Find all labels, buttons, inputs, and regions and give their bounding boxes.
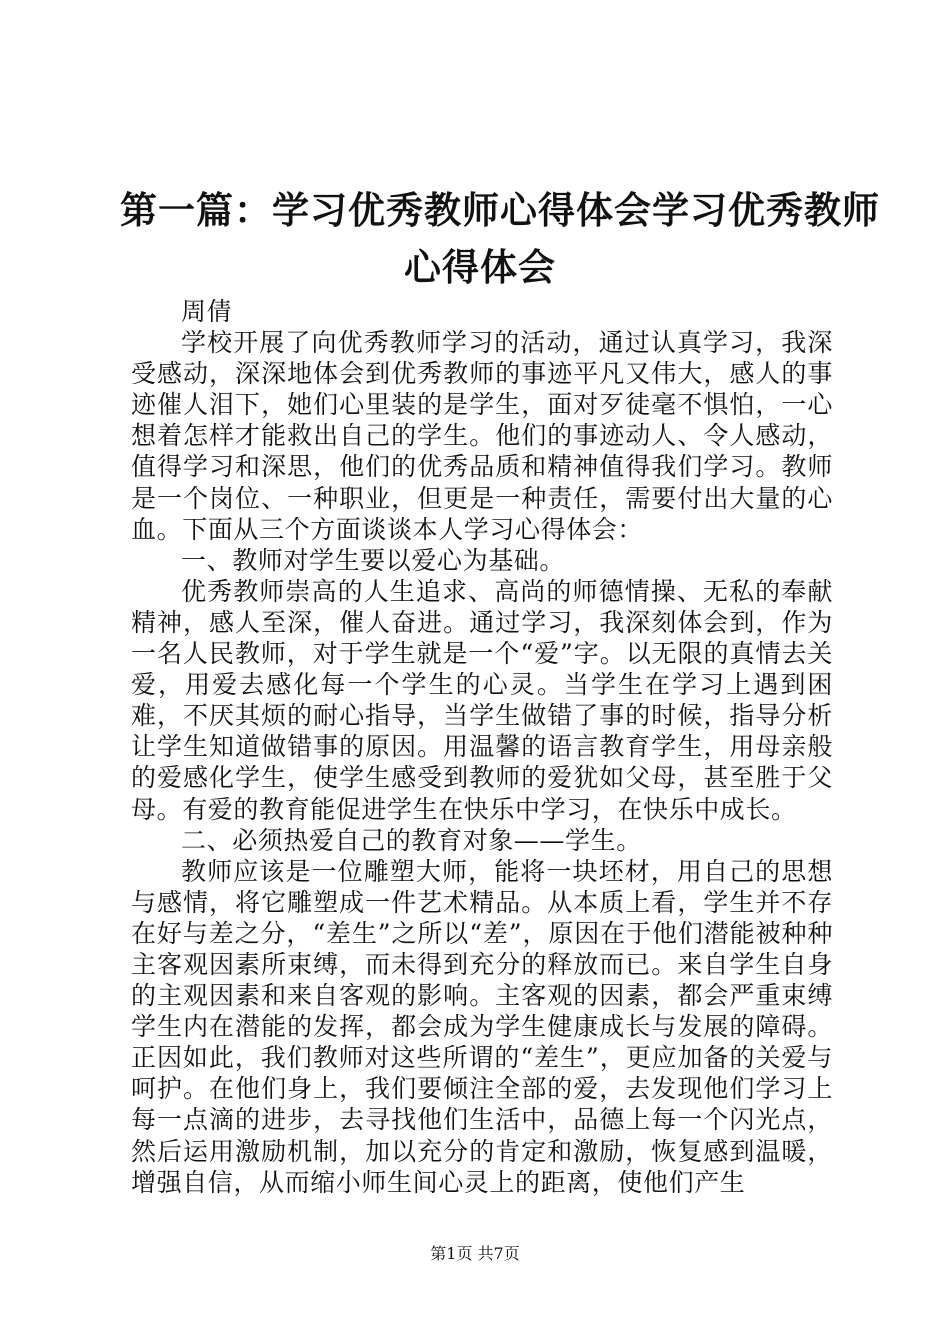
section-heading-2: 二、必须热爱自己的教育对象——学生。	[181, 825, 642, 855]
author-name: 周倩	[181, 297, 233, 326]
page-footer: 第1页 共7页	[430, 1244, 520, 1263]
section-heading-1: 一、教师对学生要以爱心为基础。	[181, 545, 566, 575]
paragraph-section-1: 优秀教师崇高的人生追求、高尚的师德情操、无私的奉献精神，感人至深，催人奋进。通过学习，我深刻体会到，作为一名人民教师，对于学生就是一个“爱”字。以无限的真情去关爱，用爱去感化每一个学生的心灵。当学生在学习上遇到困难，不厌其烦的耐心指导，当学生做错了事的时候，指导分析让学生知道做错事的原因。用温馨的语言教育学生，用母亲般的爱感化学生，使学生感受到教师的爱犹如父母，甚至胜于父母。有爱的教育能促进学生在快乐中学习，在快乐中成长。	[131, 576, 833, 824]
paragraph-intro: 学校开展了向优秀教师学习的活动，通过认真学习，我深受感动，深深地体会到优秀教师的事迹平凡又伟大，感人的事迹催人泪下，她们心里装的是学生，面对歹徒毫不惧怕，一心想着怎样才能救出自己的学生。他们的事迹动人、令人感动，值得学习和深思，他们的优秀品质和精神值得我们学习。教师是一个岗位、一种职业，但更是一种责任，需要付出大量的心血。下面从三个方面谈谈本人学习心得体会：	[131, 328, 833, 544]
paragraph-section-2: 教师应该是一位雕塑大师，能将一块坯材，用自己的思想与感情，将它雕塑成一件艺术精品。从本质上看，学生并不存在好与差之分，“差生”之所以“差”，原因在于他们潜能被种种主客观因素所束缚，而未得到充分的释放而已。来自学生自身的主观因素和来自客观的影响。主客观的因素，都会严重束缚学生内在潜能的发挥，都会成为学生健康成长与发展的障碍。正因如此，我们教师对这些所谓的“差生”，更应加备的关爱与呵护。在他们身上，我们要倾注全部的爱，去发现他们学习上每一点滴的进步，去寻找他们生活中，品德上每一个闪光点，然后运用激励机制，加以充分的肯定和激励，恢复感到温暖，增强自信，从而缩小师生间心灵上的距离，使他们产生	[131, 856, 833, 1197]
document-title-line1: 第一篇：学习优秀教师心得体会学习优秀教师	[120, 188, 880, 232]
document-body	[131, 296, 833, 1198]
document-title-line2: 心得体会	[404, 245, 556, 289]
